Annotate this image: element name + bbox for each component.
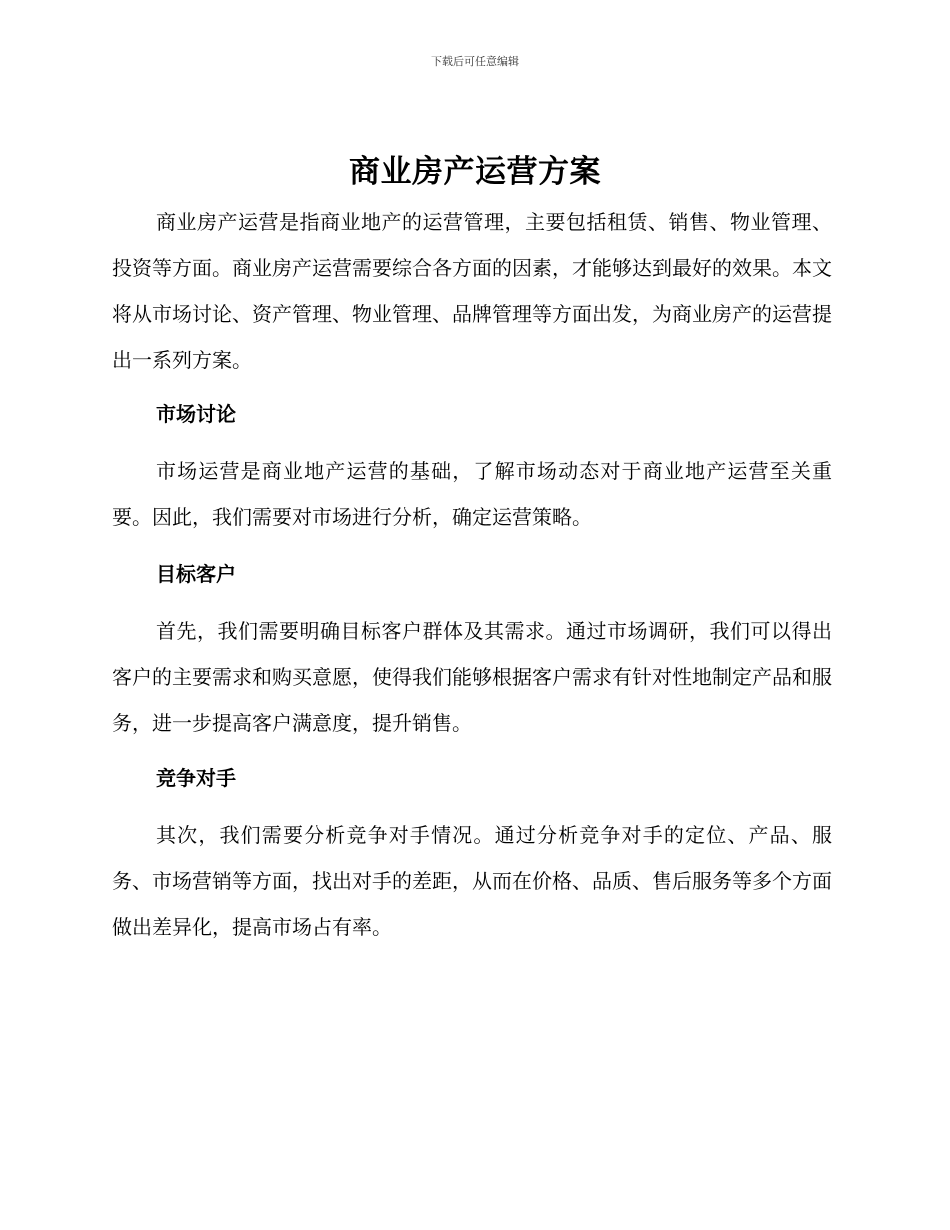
document-title: 商业房产运营方案 bbox=[349, 154, 601, 190]
intro-paragraph: 商业房产运营是指商业地产的运营管理，主要包括租赁、销售、物业管理、投资等方面。商业房产运营需要综合各方面的因素，才能够达到最好的效果。本文将从市场讨论、资产管理、物业管理、品牌管理等方面出发，为商业房产的运营提出一系列方案。 bbox=[112, 210, 832, 372]
section-target-customers bbox=[112, 551, 832, 597]
section-target-customers-body bbox=[112, 608, 832, 746]
section-paragraph: 其次，我们需要分析竞争对手情况。通过分析竞争对手的定位、产品、服务、市场营销等方面，找出对手的差距，从而在价格、品质、售后服务等多个方面做出差异化，提高市场占有率。 bbox=[112, 823, 832, 939]
section-paragraph: 市场运营是商业地产运营的基础，了解市场动态对于商业地产运营至关重要。因此，我们需要对市场进行分析，确定运营策略。 bbox=[112, 459, 832, 529]
section-competitors bbox=[112, 755, 832, 801]
section-heading: 市场讨论 bbox=[156, 402, 236, 426]
section-heading: 竞争对手 bbox=[156, 766, 236, 790]
intro-block bbox=[112, 199, 832, 383]
section-market-discussion bbox=[112, 391, 832, 437]
section-market-discussion-body bbox=[112, 448, 832, 540]
section-competitors-body bbox=[112, 812, 832, 950]
section-paragraph: 首先，我们需要明确目标客户群体及其需求。通过市场调研，我们可以得出客户的主要需求和购买意愿，使得我们能够根据客户需求有针对性地制定产品和服务，进一步提高客户满意度，提升销售。 bbox=[112, 619, 832, 735]
section-heading: 目标客户 bbox=[156, 562, 236, 586]
page-header-note: 下载后可任意编辑 bbox=[431, 55, 519, 68]
